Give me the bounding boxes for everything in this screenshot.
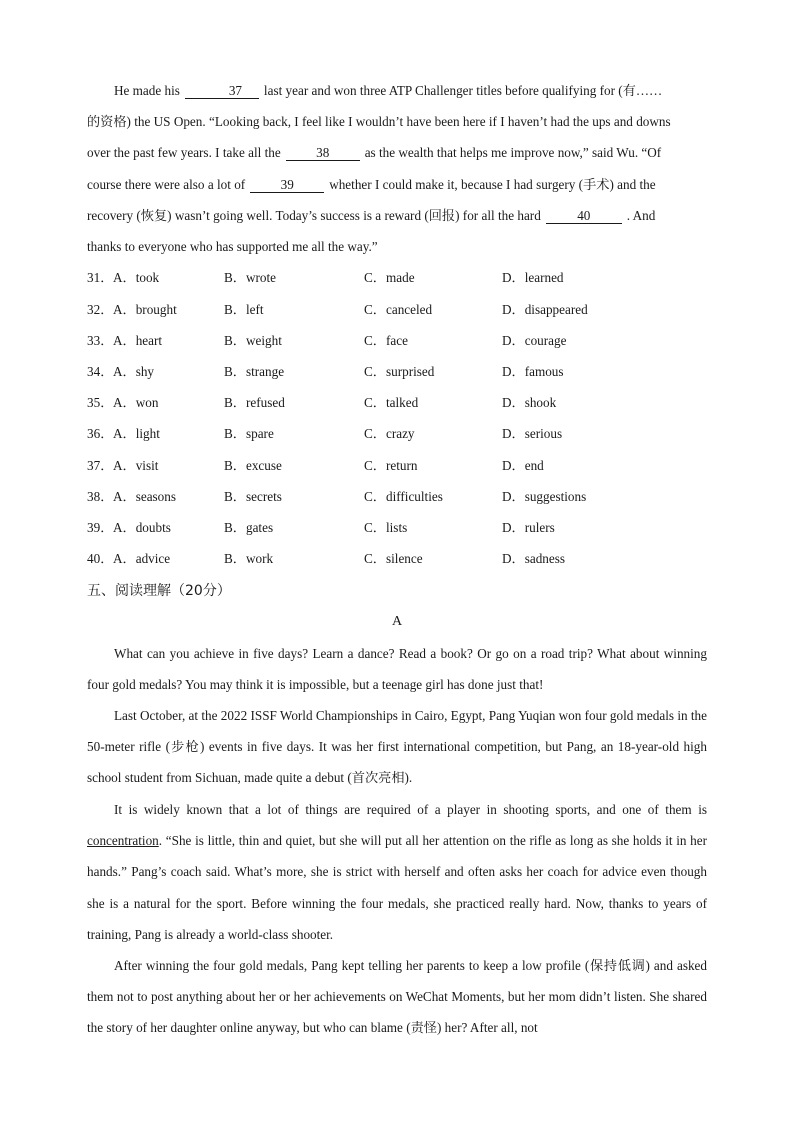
cloze-line-2: 的资格) the US Open. “Looking back, I feel like I wouldn’t have been here if I haven’t had the ups and downs: [87, 114, 671, 130]
passage-paragraph-4: After winning the four gold medals, Pang kept telling her parents to keep a low profile (保持低调) and asked them not to post anything about her or her achievements on WeChat Moments, but her mom didn’t listen. She shared the story of her daughter online anyway, but who can blame (责怪) her? After all, not: [87, 958, 707, 1036]
cloze-line-3: over the past few years. I take all the 38 as the wealth that helps me improve now,” said Wu. “Of: [87, 145, 662, 161]
blank-38: 38: [286, 145, 360, 161]
passage-paragraph-1: What can you achieve in five days? Learn a dance? Read a book? Or go on a road trip? What about winning four gold medals? You may think it is impossible, but a teenage girl has done just that!: [87, 646, 707, 693]
passage-label: A: [391, 614, 403, 629]
cloze-line-4: course there were also a lot of 39 whether I could make it, because I had surgery (手术) and the: [87, 176, 656, 192]
section-title: 五、阅读理解（20分）: [87, 583, 231, 599]
blank-37: 37: [185, 83, 259, 99]
cloze-line-6: thanks to everyone who has supported me all the way.”: [87, 239, 378, 255]
cloze-line-5: recovery (恢复) wasn’t going well. Today’s success is a reward (回报) for all the hard 40 . And: [87, 207, 656, 223]
blank-39: 39: [250, 177, 324, 193]
passage-paragraph-3: It is widely known that a lot of things are required of a player in shooting sports, and one of them is concentration. “She is little, thin and quiet, but she will put all her attention on the rifle as long as she holds it in her hands.” Pang’s coach said. What’s more, she is strict with herself and often asks her coach for advice even though she is a natural for the sport. Before winning the four medals, she practiced really hard. Now, thanks to years of training, Pang is already a world-class shooter.: [87, 802, 707, 942]
cloze-line-1: He made his 37 last year and won three ATP Challenger titles before qualifying for (有……: [114, 83, 663, 98]
blank-40: 40: [546, 208, 622, 224]
document-page: He made his 37 last year and won three ATP Challenger titles before qualifying for (有…… 的资格) the US Open. “Looking back, I feel like I wouldn’t have been here if I haven’t had the ups and downs over the past few years. I take all the 38 as the wealth that helps me improve now,” said Wu. “Of course there were also a lot of 39 whether I could make it, because I had surgery (手术) and the recovery (恢复) wasn’t going well. Today’s success is a reward (回报) for all the hard 40 . And thanks to everyone who has supported me all the way.” 31． A．took B．wrote C．made D．learned 32． A．brought B．left C．canceled D．disappeared 33． A．heart B．weight C．face D．courage 34． A．shy B．strange C．surprised D．famous 35． A．won B．refused C．talked D．shook 36． A．light B．spare C．crazy D．serious 37． A．visit B．excuse C．return D．end 38． A．seasons B．secrets C．difficulties D．suggestions 39． A．doubts B．gates C．lists D．rulers 40． A．advice B．work C．silence D．sadness 五、阅读理解（20分） A What can you achieve in five days? Learn a dance? Read a book? Or go on a road trip? What about winning four gold medals? You may think it is impossible, but a teenage girl has done just that! Last October, at the 2022 ISSF World Championships in Cairo, Egypt, Pang Yuqian won four gold medals in the 50-meter rifle (步枪) events in five days. It was her first international competition, but Pang, an 18-year-old high school student from Sichuan, made quite a debut (首次亮相). It is widely known that a lot of things are required of a player in shooting sports, and one of them is concentration. “She is little, thin and quiet, but she will put all her attention on the rifle as long as she holds it in her hands.” Pang’s coach said. What’s more, she is strict with herself and often asks her coach for advice even though she is a natural for the sport. Before winning the four medals, she practiced really hard. Now, thanks to years of training, Pang is already a world-class shooter. After winning the four gold medals, Pang kept telling her parents to keep a low profile (保持低调) and asked them not to post anything about her or her achievements on WeChat Moments, but her mom didn’t listen. She shared the story of her daughter online anyway, but who can blame (责怪) her? After all, not: [0, 0, 794, 1123]
cloze-passage: [87, 75, 707, 262]
passage-paragraph-2: Last October, at the 2022 ISSF World Championships in Cairo, Egypt, Pang Yuqian won four gold medals in the 50-meter rifle (步枪) events in five days. It was her first international competition, but Pang, an 18-year-old high school student from Sichuan, made quite a debut (首次亮相).: [87, 708, 707, 786]
underlined-word-concentration: concentration: [87, 833, 159, 849]
